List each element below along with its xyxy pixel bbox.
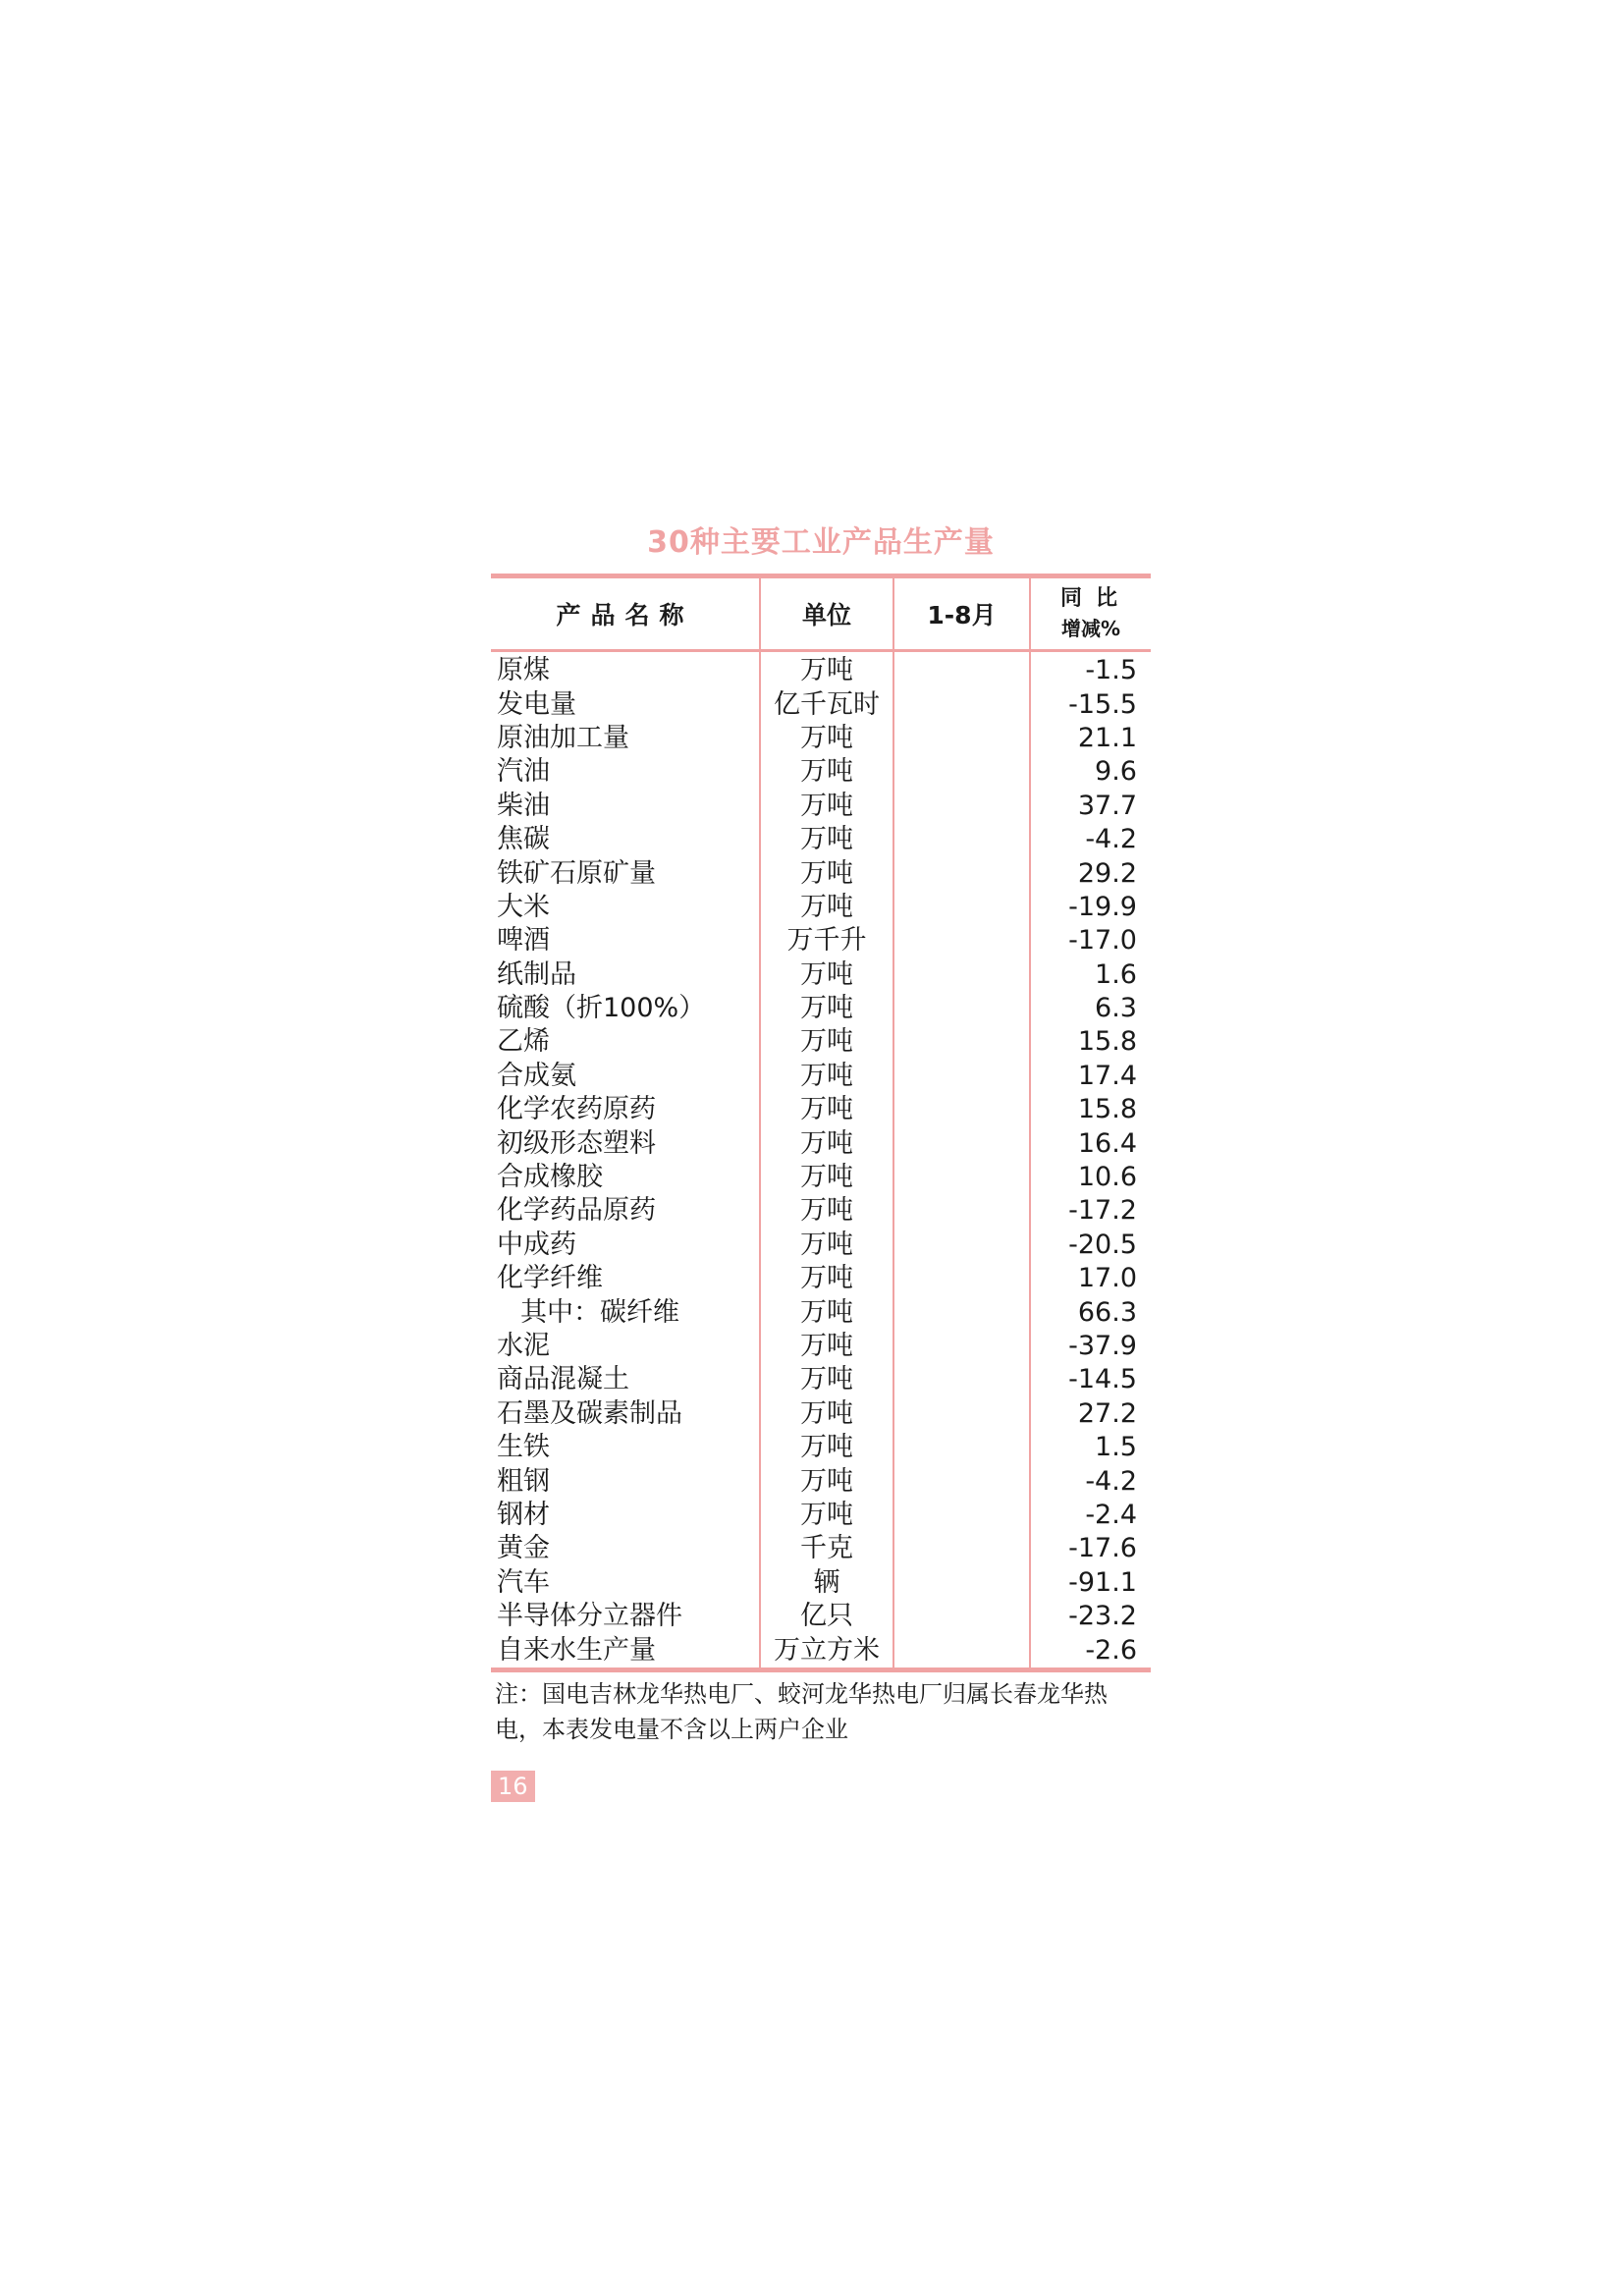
- yoy-change-cell: 66.3: [1030, 1295, 1151, 1329]
- product-name-cell: 石墨及碳素制品: [497, 1397, 682, 1429]
- table-row: [491, 856, 1151, 890]
- yoy-change-cell: -17.2: [1030, 1194, 1151, 1228]
- unit-cell: 万吨: [760, 958, 893, 992]
- table-row: [491, 958, 1151, 992]
- table-row: [491, 1194, 1151, 1228]
- yoy-change-cell: -15.5: [1030, 687, 1151, 721]
- unit-cell: 万吨: [760, 1464, 893, 1498]
- product-name-cell: 原油加工量: [497, 722, 629, 753]
- product-name-cell: 自来水生产量: [497, 1634, 656, 1666]
- yoy-change-cell: 16.4: [1030, 1126, 1151, 1160]
- product-name-cell: 汽车: [497, 1566, 550, 1598]
- page-number: 16: [491, 1771, 535, 1802]
- yoy-change-cell: -37.9: [1030, 1330, 1151, 1363]
- table-row: [491, 992, 1151, 1025]
- unit-cell: 万千升: [760, 924, 893, 957]
- product-name-cell: 生铁: [497, 1432, 550, 1463]
- yoy-change-cell: -17.6: [1030, 1532, 1151, 1565]
- table-row: [491, 1499, 1151, 1532]
- table-row: [491, 790, 1151, 823]
- header-product-name: 产品名称: [491, 576, 760, 651]
- unit-cell: 万吨: [760, 1330, 893, 1363]
- yoy-change-cell: -91.1: [1030, 1566, 1151, 1600]
- unit-cell: 万吨: [760, 856, 893, 890]
- table-row: [491, 1229, 1151, 1262]
- table-row: [491, 1126, 1151, 1160]
- yoy-change-cell: 10.6: [1030, 1161, 1151, 1194]
- product-name-cell: 钢材: [497, 1499, 550, 1530]
- table-row: [491, 1633, 1151, 1669]
- statistics-sheet: [491, 519, 1151, 1802]
- period-value-cell: [893, 1633, 1030, 1669]
- period-value-cell: [893, 790, 1030, 823]
- unit-cell: 亿只: [760, 1600, 893, 1633]
- yoy-change-cell: 6.3: [1030, 992, 1151, 1025]
- period-value-cell: [893, 1025, 1030, 1059]
- table-row: [491, 1262, 1151, 1295]
- period-value-cell: [893, 1499, 1030, 1532]
- product-name-cell: 啤酒: [497, 925, 550, 957]
- period-value-cell: [893, 1566, 1030, 1600]
- period-value-cell: [893, 1060, 1030, 1093]
- period-value-cell: [893, 1397, 1030, 1431]
- unit-cell: 万吨: [760, 722, 893, 755]
- product-name-cell: 水泥: [497, 1331, 550, 1361]
- period-value-cell: [893, 687, 1030, 721]
- product-name-cell: 发电量: [497, 688, 576, 720]
- period-value-cell: [893, 1262, 1030, 1295]
- yoy-change-cell: 1.6: [1030, 958, 1151, 992]
- table-row: [491, 1566, 1151, 1600]
- production-table: [491, 574, 1151, 1672]
- product-name-cell: 其中：碳纤维: [520, 1296, 679, 1328]
- period-value-cell: [893, 1126, 1030, 1160]
- product-name-cell: 化学药品原药: [497, 1195, 656, 1227]
- yoy-change-cell: -2.6: [1030, 1633, 1151, 1669]
- table-row: [491, 891, 1151, 924]
- unit-cell: 万吨: [760, 1397, 893, 1431]
- table-row: [491, 722, 1151, 755]
- period-value-cell: [893, 1431, 1030, 1464]
- period-value-cell: [893, 755, 1030, 789]
- yoy-change-cell: -19.9: [1030, 891, 1151, 924]
- yoy-change-cell: 27.2: [1030, 1397, 1151, 1431]
- header-yoy-line2: 增减%: [1060, 617, 1121, 640]
- table-title: 30种主要工业产品生产量: [647, 525, 995, 560]
- table-row: [491, 1295, 1151, 1329]
- yoy-change-cell: 17.4: [1030, 1060, 1151, 1093]
- product-name-cell: 纸制品: [497, 958, 576, 990]
- header-period: 1-8月: [893, 576, 1030, 651]
- unit-cell: 千克: [760, 1532, 893, 1565]
- table-row: [491, 1464, 1151, 1498]
- table-row: [491, 755, 1151, 789]
- unit-cell: 万吨: [760, 1025, 893, 1059]
- unit-cell: 万立方米: [760, 1633, 893, 1669]
- period-value-cell: [893, 891, 1030, 924]
- table-body: [491, 651, 1151, 1670]
- yoy-change-cell: -2.4: [1030, 1499, 1151, 1532]
- period-value-cell: [893, 1295, 1030, 1329]
- period-value-cell: [893, 651, 1030, 688]
- product-name-cell: 汽油: [497, 756, 550, 788]
- unit-cell: 万吨: [760, 1194, 893, 1228]
- unit-cell: 万吨: [760, 1060, 893, 1093]
- period-value-cell: [893, 1229, 1030, 1262]
- yoy-change-cell: 15.8: [1030, 1025, 1151, 1059]
- yoy-change-cell: -4.2: [1030, 823, 1151, 856]
- product-name-cell: 柴油: [497, 790, 550, 821]
- product-name-cell: 焦碳: [497, 824, 550, 855]
- period-value-cell: [893, 823, 1030, 856]
- table-row: [491, 687, 1151, 721]
- period-value-cell: [893, 856, 1030, 890]
- product-name-cell: 乙烯: [497, 1026, 550, 1058]
- period-value-cell: [893, 1600, 1030, 1633]
- table-row: [491, 1397, 1151, 1431]
- yoy-change-cell: -14.5: [1030, 1363, 1151, 1396]
- unit-cell: 万吨: [760, 1499, 893, 1532]
- product-name-cell: 大米: [497, 891, 550, 922]
- unit-cell: 万吨: [760, 651, 893, 688]
- period-value-cell: [893, 1330, 1030, 1363]
- period-value-cell: [893, 992, 1030, 1025]
- yoy-change-cell: 21.1: [1030, 722, 1151, 755]
- table-row: [491, 1330, 1151, 1363]
- unit-cell: 万吨: [760, 823, 893, 856]
- header-yoy-line1: 同比: [1059, 586, 1131, 611]
- table-row: [491, 1431, 1151, 1464]
- table-row: [491, 1532, 1151, 1565]
- unit-cell: 万吨: [760, 992, 893, 1025]
- period-value-cell: [893, 722, 1030, 755]
- product-name-cell: 黄金: [497, 1533, 550, 1564]
- period-value-cell: [893, 1363, 1030, 1396]
- product-name-cell: 化学纤维: [497, 1263, 603, 1294]
- period-value-cell: [893, 1464, 1030, 1498]
- table-row: [491, 1363, 1151, 1396]
- table-row: [491, 651, 1151, 688]
- table-row: [491, 1093, 1151, 1126]
- yoy-change-cell: 9.6: [1030, 755, 1151, 789]
- period-value-cell: [893, 1532, 1030, 1565]
- yoy-change-cell: -23.2: [1030, 1600, 1151, 1633]
- header-yoy: [1030, 576, 1151, 651]
- unit-cell: 亿千瓦时: [760, 687, 893, 721]
- table-row: [491, 823, 1151, 856]
- product-name-cell: 初级形态塑料: [497, 1127, 656, 1159]
- table-row: [491, 924, 1151, 957]
- unit-cell: 万吨: [760, 1093, 893, 1126]
- period-value-cell: [893, 1093, 1030, 1126]
- product-name-cell: 商品混凝土: [497, 1364, 629, 1395]
- table-row: [491, 1600, 1151, 1633]
- header-row: [491, 576, 1151, 651]
- product-name-cell: 合成氨: [497, 1060, 576, 1091]
- product-name-cell: 铁矿石原矿量: [497, 857, 656, 889]
- yoy-change-cell: 1.5: [1030, 1431, 1151, 1464]
- yoy-change-cell: -4.2: [1030, 1464, 1151, 1498]
- product-name-cell: 硫酸（折100%）: [497, 993, 706, 1024]
- product-name-cell: 合成橡胶: [497, 1162, 603, 1193]
- yoy-change-cell: -17.0: [1030, 924, 1151, 957]
- period-value-cell: [893, 1194, 1030, 1228]
- unit-cell: 万吨: [760, 1161, 893, 1194]
- unit-cell: 万吨: [760, 1295, 893, 1329]
- table-row: [491, 1161, 1151, 1194]
- unit-cell: 万吨: [760, 1363, 893, 1396]
- product-name-cell: 粗钢: [497, 1465, 550, 1497]
- product-name-cell: 半导体分立器件: [497, 1601, 682, 1632]
- unit-cell: 万吨: [760, 1262, 893, 1295]
- yoy-change-cell: 15.8: [1030, 1093, 1151, 1126]
- unit-cell: 万吨: [760, 790, 893, 823]
- header-unit: 单位: [760, 576, 893, 651]
- yoy-change-cell: -1.5: [1030, 651, 1151, 688]
- table-header: [491, 576, 1151, 651]
- yoy-change-cell: 29.2: [1030, 856, 1151, 890]
- yoy-change-cell: -20.5: [1030, 1229, 1151, 1262]
- unit-cell: 万吨: [760, 891, 893, 924]
- yoy-change-cell: 37.7: [1030, 790, 1151, 823]
- product-name-cell: 中成药: [497, 1229, 576, 1260]
- footnote: 注：国电吉林龙华热电厂、蛟河龙华热电厂归属长春龙华热电，本表发电量不含以上两户企业: [495, 1679, 1108, 1743]
- table-row: [491, 1060, 1151, 1093]
- period-value-cell: [893, 958, 1030, 992]
- period-value-cell: [893, 1161, 1030, 1194]
- table-row: [491, 1025, 1151, 1059]
- unit-cell: 辆: [760, 1566, 893, 1600]
- product-name-cell: 原煤: [497, 655, 550, 686]
- yoy-change-cell: 17.0: [1030, 1262, 1151, 1295]
- unit-cell: 万吨: [760, 1126, 893, 1160]
- unit-cell: 万吨: [760, 1229, 893, 1262]
- period-value-cell: [893, 924, 1030, 957]
- unit-cell: 万吨: [760, 1431, 893, 1464]
- product-name-cell: 化学农药原药: [497, 1094, 656, 1125]
- unit-cell: 万吨: [760, 755, 893, 789]
